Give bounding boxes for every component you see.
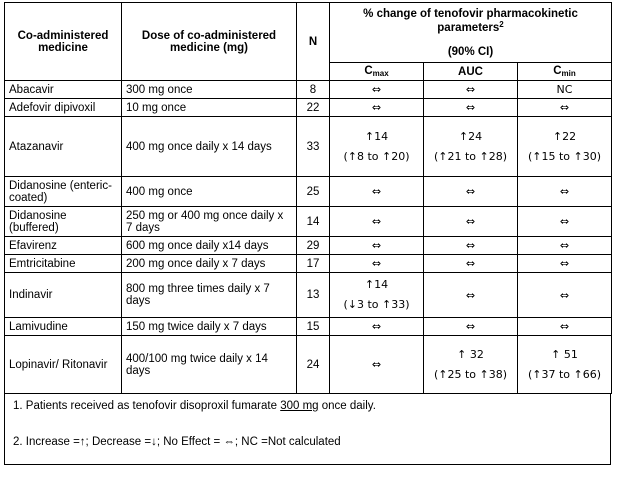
- cell-auc-value: ⇔: [465, 101, 476, 114]
- cell-cmin: [518, 237, 612, 255]
- cell-medicine: Lamivudine: [5, 318, 122, 336]
- cell-medicine: Abacavir: [5, 81, 122, 99]
- cell-n: 29: [297, 237, 330, 255]
- cell-cmax: [330, 81, 424, 99]
- table-row: [5, 318, 612, 336]
- cell-cmax: [330, 336, 424, 394]
- cell-cmin-value: ⇔: [559, 239, 570, 252]
- cell-n: 8: [297, 81, 330, 99]
- cell-auc-value: ↑24: [458, 129, 483, 143]
- cell-auc: [424, 207, 518, 237]
- header-n: N: [297, 3, 330, 81]
- cell-cmax: [330, 318, 424, 336]
- cell-cmin-value: ↑ 51: [551, 347, 578, 361]
- cmax-subscript: max: [372, 69, 389, 78]
- cell-auc-value: ⇔: [465, 83, 476, 96]
- cell-auc: [424, 177, 518, 207]
- cell-cmax: [330, 117, 424, 177]
- cell-medicine: Lopinavir/ Ritonavir: [5, 336, 122, 394]
- table-row: [5, 99, 612, 117]
- cell-dose: 600 mg once daily x14 days: [122, 237, 297, 255]
- cell-auc-ci: (↑21 to ↑28): [433, 149, 508, 163]
- footnote-1-text: 1. Patients received as tenofovir disoproxil fumarate: [13, 400, 281, 412]
- cell-cmax-value: ⇔: [371, 320, 382, 333]
- cell-medicine: Atazanavir: [5, 117, 122, 177]
- cell-auc: [424, 81, 518, 99]
- table-row: [5, 273, 612, 318]
- cell-cmin-value: ⇔: [559, 288, 570, 302]
- cell-n: 13: [297, 273, 330, 318]
- pk-footnote-ref: 2: [499, 19, 504, 29]
- cell-cmax-value: ⇔: [371, 185, 382, 198]
- header-cmin: [518, 63, 612, 81]
- cell-auc: [424, 255, 518, 273]
- cell-cmax-value: ↑14: [364, 278, 389, 291]
- cmin-subscript: min: [561, 69, 576, 78]
- footnotes: [4, 394, 611, 465]
- header-cmax: [330, 63, 424, 81]
- header-row-1: [5, 3, 612, 63]
- pk-interaction-table: [4, 2, 612, 394]
- cell-n: 15: [297, 318, 330, 336]
- table-row: [5, 255, 612, 273]
- cell-medicine: Efavirenz: [5, 237, 122, 255]
- cell-cmin-value: NC: [556, 83, 573, 96]
- cell-cmin: [518, 81, 612, 99]
- cell-cmin: [518, 207, 612, 237]
- cell-cmin: [518, 336, 612, 394]
- cell-dose: 200 mg once daily x 7 days: [122, 255, 297, 273]
- cell-auc: [424, 99, 518, 117]
- cell-cmin: [518, 177, 612, 207]
- header-medicine: Co-administered medicine: [5, 3, 122, 81]
- cell-cmax: [330, 207, 424, 237]
- cell-medicine: Didanosine (enteric-coated): [5, 177, 122, 207]
- cell-n: 24: [297, 336, 330, 394]
- cell-cmin-ci: (↑37 to ↑66): [527, 367, 602, 381]
- cell-cmin-value: ↑22: [552, 129, 577, 143]
- cell-dose: 10 mg once: [122, 99, 297, 117]
- cell-cmax: [330, 255, 424, 273]
- cell-n: 22: [297, 99, 330, 117]
- cell-medicine: Emtricitabine: [5, 255, 122, 273]
- cell-cmin-value: ⇔: [559, 257, 570, 270]
- cell-auc: [424, 318, 518, 336]
- cell-n: 33: [297, 117, 330, 177]
- cell-auc-value: ⇔: [465, 288, 476, 302]
- cell-cmax-value: ⇔: [371, 358, 382, 371]
- cell-auc-ci: (↑25 to ↑38): [433, 367, 508, 381]
- cell-cmax-ci: (↑8 to ↑20): [343, 149, 410, 163]
- cell-dose: 800 mg three times daily x 7 days: [122, 273, 297, 318]
- cell-cmax-value: ⇔: [371, 215, 382, 228]
- table-row: [5, 237, 612, 255]
- cell-cmin-value: ⇔: [559, 185, 570, 198]
- cmax-label: C: [364, 65, 373, 77]
- cell-n: 17: [297, 255, 330, 273]
- table-row: [5, 117, 612, 177]
- pk-ci: (90% CI): [447, 45, 494, 58]
- footnote-1-dose: 300 mg: [280, 400, 319, 412]
- cell-dose: 400 mg once: [122, 177, 297, 207]
- cell-cmax: [330, 237, 424, 255]
- header-dose: Dose of co-administered medicine (mg): [122, 3, 297, 81]
- cell-cmax-ci: (↓3 to ↑33): [343, 298, 410, 311]
- cell-dose: 400/100 mg twice daily x 14 days: [122, 336, 297, 394]
- footnote-2: 2. Increase =↑; Decrease =↓; No Effect = ⇔; NC =Not calculated: [13, 436, 341, 448]
- cell-cmax-value: ⇔: [371, 101, 382, 114]
- cell-auc-value: ⇔: [465, 320, 476, 333]
- cell-cmax: [330, 99, 424, 117]
- cell-cmin-value: ⇔: [559, 215, 570, 228]
- cell-cmin: [518, 273, 612, 318]
- cell-dose: 300 mg once: [122, 81, 297, 99]
- cell-auc: [424, 237, 518, 255]
- cell-dose: 400 mg once daily x 14 days: [122, 117, 297, 177]
- table-row: [5, 81, 612, 99]
- cell-cmax-value: ↑14: [364, 129, 389, 143]
- cell-auc-value: ⇔: [465, 215, 476, 228]
- cell-auc-value: ⇔: [465, 239, 476, 252]
- header-auc: AUC: [424, 63, 518, 81]
- cell-cmin-ci: (↑15 to ↑30): [527, 149, 602, 163]
- cell-cmax-value: ⇔: [371, 83, 382, 96]
- pk-interaction-table-container: [4, 2, 611, 465]
- cell-cmin: [518, 117, 612, 177]
- cell-dose: 150 mg twice daily x 7 days: [122, 318, 297, 336]
- table-row: [5, 336, 612, 394]
- footnote-1: [13, 400, 376, 412]
- cell-medicine: Indinavir: [5, 273, 122, 318]
- cell-auc: [424, 336, 518, 394]
- header-pk-params: [330, 3, 612, 63]
- cell-cmax-value: ⇔: [371, 257, 382, 270]
- pk-title: % change of tenofovir pharmacokinetic parameters: [363, 7, 578, 34]
- cell-auc-value: ⇔: [465, 185, 476, 198]
- cell-dose: 250 mg or 400 mg once daily x 7 days: [122, 207, 297, 237]
- footnote-1-end: once daily.: [318, 400, 376, 412]
- cell-cmax: [330, 177, 424, 207]
- cmin-label: C: [553, 65, 562, 77]
- cell-cmax: [330, 273, 424, 318]
- cell-medicine: Didanosine (buffered): [5, 207, 122, 237]
- cell-auc-value: ↑ 32: [457, 347, 484, 361]
- cell-cmax-value: ⇔: [371, 239, 382, 252]
- table-body: [5, 81, 612, 394]
- cell-medicine: Adefovir dipivoxil: [5, 99, 122, 117]
- table-row: [5, 207, 612, 237]
- cell-cmin: [518, 255, 612, 273]
- cell-cmin-value: ⇔: [559, 320, 570, 333]
- cell-cmin: [518, 99, 612, 117]
- cell-auc: [424, 273, 518, 318]
- cell-cmin: [518, 318, 612, 336]
- cell-n: 25: [297, 177, 330, 207]
- table-row: [5, 177, 612, 207]
- cell-cmin-value: ⇔: [559, 101, 570, 114]
- cell-auc-value: ⇔: [465, 257, 476, 270]
- cell-auc: [424, 117, 518, 177]
- cell-n: 14: [297, 207, 330, 237]
